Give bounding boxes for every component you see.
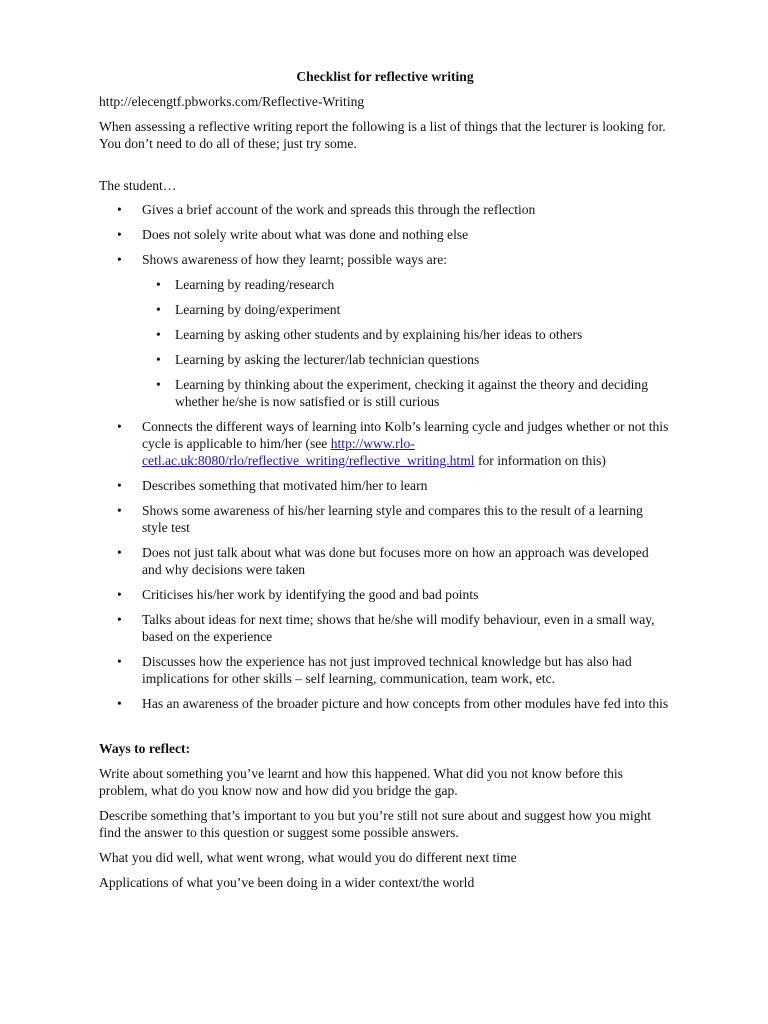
page-title: Checklist for reflective writing [296,69,474,84]
sub-item-text: Learning by thinking about the experiment, checking it against the theory and deciding whether he/she is now satisfied or is still curious [175,377,649,409]
checklist-item-text: Does not just talk about what was done but focuses more on how an approach was developed and why decisions were taken [142,545,649,577]
bullet-icon: • [117,202,122,217]
bullet-icon: • [117,654,122,669]
bullet-icon: • [117,696,122,711]
sub-item [142,276,671,293]
ways-heading: Ways to reflect: [99,741,191,756]
checklist-item-text: Connects the different ways of learning into Kolb’s learning cycle and judges whether or not this cycle is applicable to him/her (see [142,419,669,451]
checklist-item-text: Talks about ideas for next time; shows that he/she will modify behaviour, even in a small way, based on the experience [142,612,655,644]
student-label: The student… [99,178,177,193]
bullet-icon: • [117,419,122,434]
checklist-item-text: Criticises his/her work by identifying the good and bad points [142,587,479,602]
intro-paragraph: When assessing a reflective writing report the following is a list of things that the lecturer is looking for. You don’t need to do all of these; just try some. [99,119,666,151]
sub-item-text: Learning by reading/research [175,277,335,292]
checklist-item [99,251,671,410]
checklist-item [99,502,671,536]
checklist [99,201,671,712]
bullet-icon: • [117,587,122,602]
checklist-item-text: Shows awareness of how they learnt; possible ways are: [142,252,448,267]
checklist-item [99,653,671,687]
bullet-icon: • [117,503,122,518]
checklist-item [99,695,671,712]
bullet-icon: • [156,377,161,392]
ways-paragraph: Describe something that’s important to you but you’re still not sure about and suggest how you might find the answer to this question or suggest some possible answers. [99,808,651,840]
ways-paragraph: Applications of what you’ve been doing in a wider context/the world [99,875,475,890]
sub-item-text: Learning by asking other students and by explaining his/her ideas to others [175,327,583,342]
checklist-item-text: Shows some awareness of his/her learning style and compares this to the result of a learning style test [142,503,643,535]
checklist-item-text: Gives a brief account of the work and spreads this through the reflection [142,202,536,217]
bullet-icon: • [117,252,122,267]
sub-item-text: Learning by doing/experiment [175,302,341,317]
kolb-cycle-link[interactable]: http://www.rlo-cetl.ac.uk:8080/rlo/reflective_writing/reflective_writing.html [142,436,475,468]
sub-item [142,376,671,410]
checklist-item [99,477,671,494]
checklist-item [99,544,671,578]
checklist-item-text: Does not solely write about what was done and nothing else [142,227,469,242]
bullet-icon: • [156,302,161,317]
learning-ways-list [142,276,671,410]
checklist-item-text: Describes something that motivated him/her to learn [142,478,428,493]
sub-item [142,351,671,368]
bullet-icon: • [156,327,161,342]
bullet-icon: • [156,277,161,292]
ways-paragraph: What you did well, what went wrong, what would you do different next time [99,850,517,865]
source-url: http://elecengtf.pbworks.com/Reflective-Writing [99,94,365,109]
bullet-icon: • [156,352,161,367]
checklist-item [99,226,671,243]
checklist-item [99,418,671,469]
sub-item-text: Learning by asking the lecturer/lab technician questions [175,352,480,367]
ways-paragraph: Write about something you’ve learnt and how this happened. What did you not know before this problem, what do you know now and how did you bridge the gap. [99,766,623,798]
bullet-icon: • [117,545,122,560]
checklist-item [99,201,671,218]
checklist-item-text: Discusses how the experience has not just improved technical knowledge but has also had implications for other skills – self learning, communication, team work, etc. [142,654,632,686]
document-page [99,68,671,899]
checklist-item [99,611,671,645]
bullet-icon: • [117,612,122,627]
checklist-item-text: Has an awareness of the broader picture and how concepts from other modules have fed into this [142,696,669,711]
checklist-item-text-after: for information on this) [474,453,606,468]
sub-item [142,326,671,343]
checklist-item [99,586,671,603]
bullet-icon: • [117,478,122,493]
bullet-icon: • [117,227,122,242]
sub-item [142,301,671,318]
